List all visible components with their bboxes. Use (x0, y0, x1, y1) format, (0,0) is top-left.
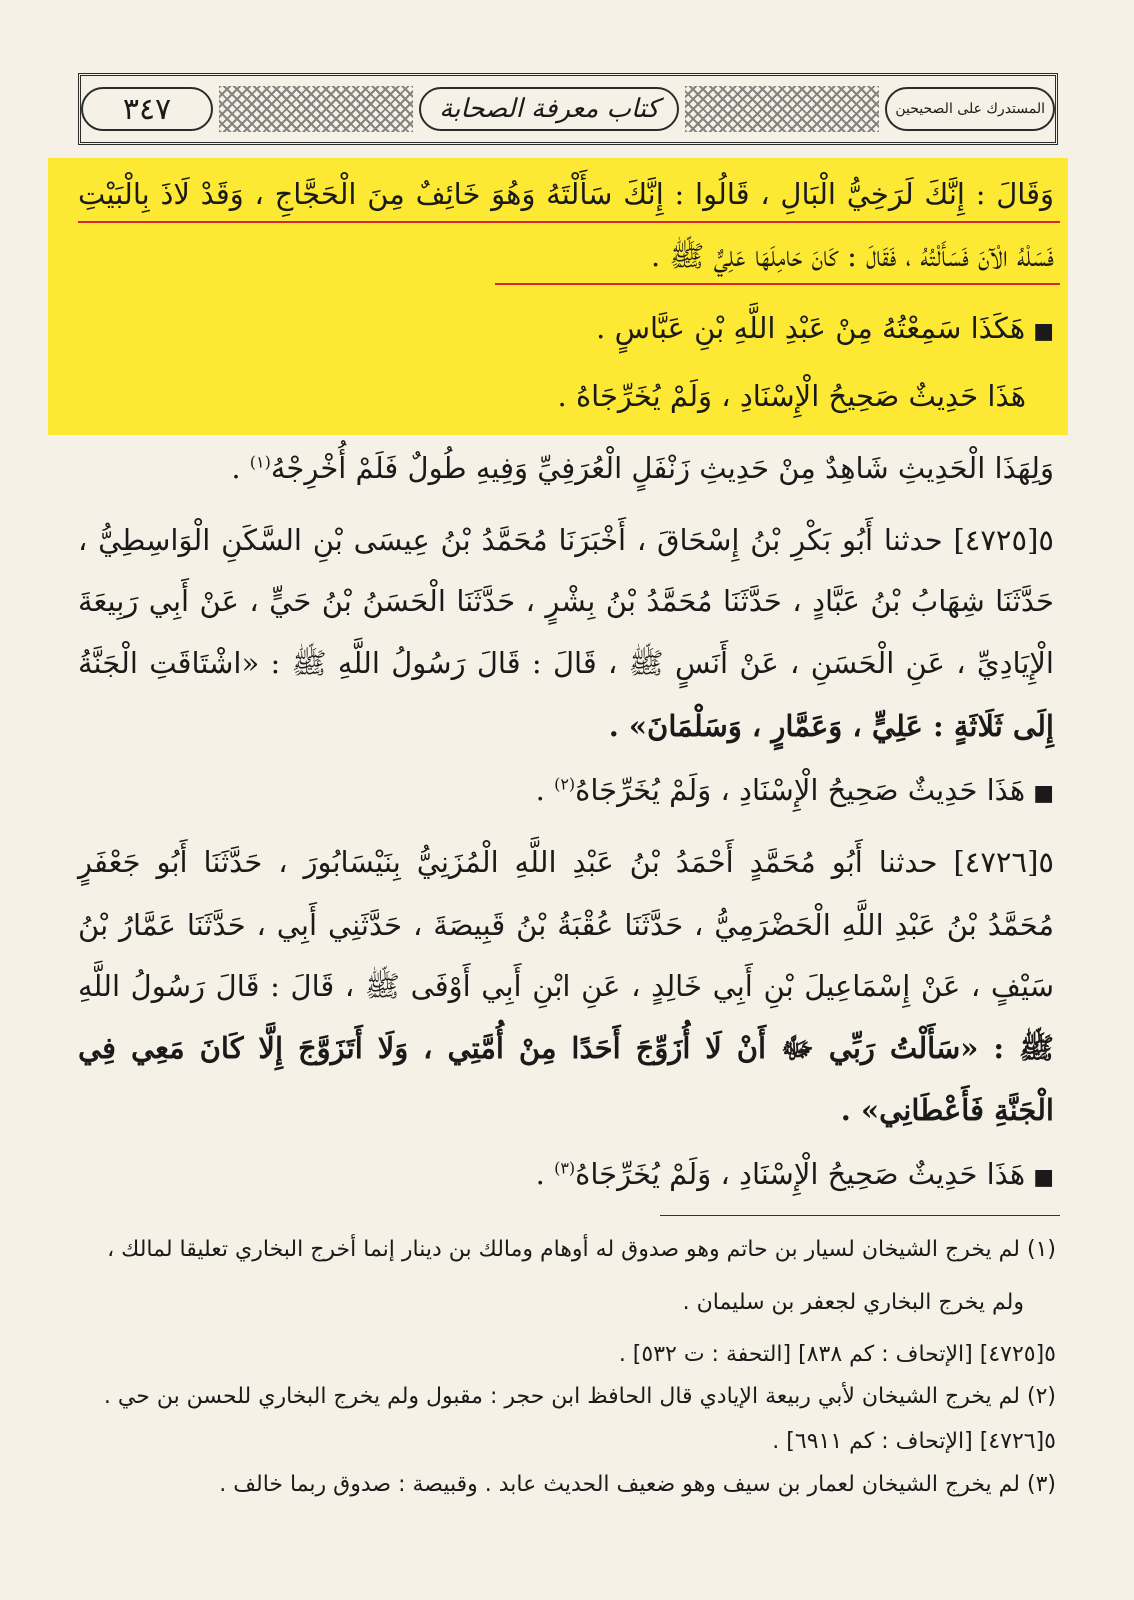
hadith-4725-line-1: ٥[٤٧٢٥] حدثنا أَبُو بَكْرِ بْنُ إِسْحَاقَ ، أَخْبَرَنَا مُحَمَّدُ بْنُ عِيسَى بْنِ السَّكَنِ الْوَاسِطِيُّ ، (78, 523, 1054, 557)
footnote-separator (660, 1215, 1060, 1216)
highlight-line-4: هَذَا حَدِيثٌ صَحِيحُ الْإِسْنَادِ ، وَلَمْ يُخَرِّجَاهُ . (557, 379, 1026, 413)
page-number: ٣٤٧ (81, 87, 213, 131)
highlight-line-1: وَقَالَ : إِنَّكَ لَرَخِيُّ الْبَالِ ، قَالُوا : إِنَّكَ سَأَلْتَهُ وَهُوَ خَائِفٌ مِنَ الْحَجَّاجِ ، وَقَدْ لَاذَ بِالْبَيْتِ (78, 177, 1054, 211)
bullet-square-icon: ■ (1033, 1165, 1054, 1190)
narration-text: هَكَذَا سَمِعْتُهُ مِنْ عَبْدِ اللَّهِ بْنِ عَبَّاسٍ . (596, 311, 1026, 345)
highlight-line-3 (596, 306, 1054, 354)
grade-text: هَذَا حَدِيثٌ صَحِيحُ الْإِسْنَادِ ، وَلَمْ يُخَرِّجَاهُ (575, 773, 1026, 807)
red-underline-1 (78, 221, 1060, 223)
grade-text: هَذَا حَدِيثٌ صَحِيحُ الْإِسْنَادِ ، وَلَمْ يُخَرِّجَاهُ (575, 1157, 1026, 1191)
hadith-4726-line-1: ٥[٤٧٢٦] حدثنا أَبُو مُحَمَّدٍ أَحْمَدُ بْنُ عَبْدِ اللَّهِ الْمُزَنِيُّ بِنَيْسَابُورَ ، حَدَّثَنَا أَبُو جَعْفَرٍ (78, 845, 1054, 879)
header-ornament-left (219, 86, 413, 132)
series-title: المستدرك على الصحيحين (885, 87, 1055, 131)
hadith-4725-line-4: إِلَى ثَلَاثَةٍ : عَلِيٍّ ، وَعَمَّارٍ ، وَسَلْمَانَ» . (608, 709, 1054, 743)
hadith-4726-line-4: ﷺ : «سَأَلْتُ رَبِّي ﷻ أَنْ لَا أُزَوِّجَ أَحَدًا مِنْ أُمَّتِي ، وَلَا أَتَزَوَّجَ إِلَّا كَانَ مَعِي فِي (78, 1031, 1055, 1065)
footnote-ref-2: (٢) (554, 774, 576, 794)
witness-period: . (231, 451, 250, 485)
footnote-ref-1: (١) (249, 452, 271, 472)
witness-line (231, 446, 1054, 490)
footnote-3: (٣) لم يخرج الشيخان لعمار بن سيف وهو ضعيف الحديث عابد . وقبيصة : صدوق ربما خالف . (219, 1472, 1056, 1497)
hadith-4726-line-2: مُحَمَّدُ بْنُ عَبْدِ اللَّهِ الْحَضْرَمِيُّ ، حَدَّثَنَا عُقْبَةُ بْنُ قَبِيصَةَ ، حَدَّثَنِي أَبِي ، حَدَّثَنَا عَمَّارُ بْنُ (78, 908, 1054, 942)
bullet-square-icon: ■ (1033, 781, 1054, 806)
bullet-square-icon: ■ (1033, 319, 1054, 344)
book-title: كتاب معرفة الصحابة (419, 87, 679, 131)
footnote-2: (٢) لم يخرج الشيخان لأبي ربيعة الإيادي قال الحافظ ابن حجر : مقبول ولم يخرج البخاري للحسن بن حي . (103, 1384, 1056, 1409)
page-header (78, 73, 1058, 145)
hadith-4725-line-2: حَدَّثَنَا شِهَابُ بْنُ عَبَّادٍ ، حَدَّثَنَا مُحَمَّدُ بْنُ بِشْرٍ ، حَدَّثَنَا الْحَسَنُ بْنُ حَيٍّ ، عَنْ أَبِي رَبِيعَةَ (78, 584, 1054, 618)
grade-period: . (535, 1157, 555, 1191)
header-ornament-right (685, 86, 879, 132)
witness-text: وَلِهَذَا الْحَدِيثِ شَاهِدٌ مِنْ حَدِيثِ زَنْفَلٍ الْعُرَفِيِّ وَفِيهِ طُولٌ فَلَمْ أُخْرِجْهُ (270, 451, 1054, 485)
footnote-ref-3: (٣) (554, 1158, 576, 1178)
footnote-ref-4726: ٥[٤٧٢٦] [الإتحاف : كم ٦٩١١] . (772, 1429, 1056, 1454)
hadith-4726-grade (536, 1152, 1054, 1200)
footnote-ref-4725: ٥[٤٧٢٥] [الإتحاف : كم ٨٣٨] [التحفة : ت ٥٣٢] . (618, 1342, 1056, 1367)
hadith-4725-grade (536, 768, 1054, 816)
footnote-1-line-1: (١) لم يخرج الشيخان لسيار بن حاتم وهو صدوق له أوهام ومالك بن دينار إنما أخرج البخاري تعليقا لمالك ، (107, 1237, 1056, 1262)
red-underline-2 (495, 283, 1060, 285)
highlight-line-2: فَسَلْهُ الْآنَ فَسَأَلْتُهُ ، فَقَالَ : كَانَ حَامِلَهَا عَلِيٌّ ﷺ . (650, 239, 1054, 273)
grade-period: . (535, 773, 555, 807)
footnote-1-line-2: ولم يخرج البخاري لجعفر بن سليمان . (682, 1290, 1024, 1315)
hadith-4725-line-3: الْإِيَادِيِّ ، عَنِ الْحَسَنِ ، عَنْ أَنَسٍ ﷺ ، قَالَ : قَالَ رَسُولُ اللَّهِ ﷺ : «اشْتَاقَتِ الْجَنَّةُ (78, 646, 1054, 680)
hadith-4726-line-5: الْجَنَّةِ فَأَعْطَانِي» . (840, 1093, 1054, 1127)
hadith-4726-line-3: سَيْفٍ ، عَنْ إِسْمَاعِيلَ بْنِ أَبِي خَالِدٍ ، عَنِ ابْنِ أَبِي أَوْفَى ﷺ ، قَالَ : قَالَ رَسُولُ اللَّهِ (78, 969, 1054, 1003)
